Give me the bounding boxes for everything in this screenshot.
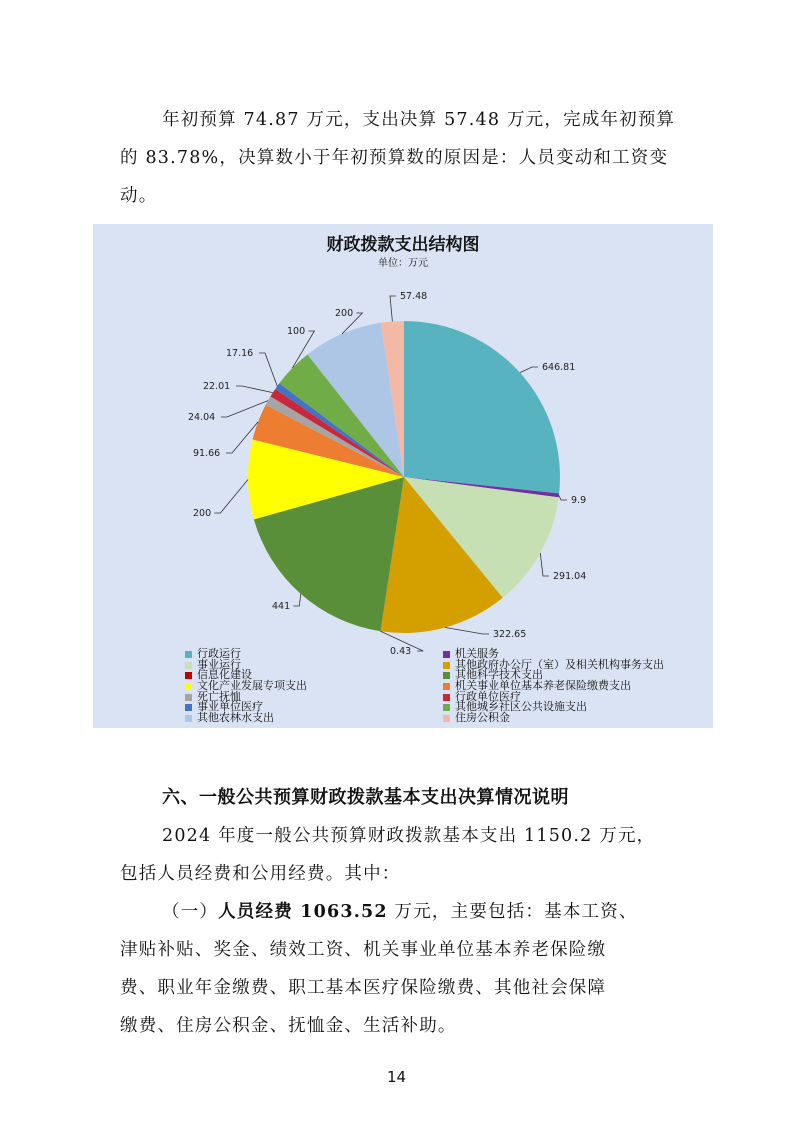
para2-line-4: 缴费、住房公积金、抚恤金、生活补助。	[120, 1016, 457, 1036]
legend-swatch	[185, 704, 192, 711]
para2-line-2: 津贴补贴、奖金、绩效工资、机关事业单位基本养老保险缴	[120, 940, 607, 960]
data-label: 17.16	[226, 348, 254, 359]
data-label: 22.01	[203, 381, 231, 392]
data-label: 646.81	[542, 362, 576, 373]
legend-label: 事业单位医疗	[197, 700, 263, 714]
para1-line-1: 2024 年度一般公共预算财政拨款基本支出 1150.2 万元，	[162, 826, 656, 846]
legend-label: 文化产业发展专项支出	[197, 679, 307, 693]
legend-swatch	[443, 694, 450, 701]
legend-swatch	[443, 672, 450, 679]
section-heading: 六、一般公共预算财政拨款基本支出决算情况说明	[162, 787, 569, 808]
para2-line-1	[162, 898, 638, 923]
data-label: 200	[335, 308, 354, 319]
legend-swatch	[185, 715, 192, 722]
personnel-cost-bold: 人员经费 1063.52	[218, 902, 388, 922]
legend-label: 机关事业单位基本养老保险缴费支出	[455, 679, 631, 693]
pie-slice	[404, 321, 560, 493]
data-label: 9.9	[571, 495, 587, 506]
legend-swatch	[185, 662, 192, 669]
data-label: 24.04	[188, 412, 216, 423]
leader-line	[520, 367, 538, 373]
legend-swatch	[443, 662, 450, 669]
para1-line-2: 包括人员经费和公用经费。其中：	[120, 864, 401, 884]
leader-line	[236, 386, 273, 393]
leader-line	[559, 495, 567, 500]
legend-swatch	[443, 704, 450, 711]
legend-item	[443, 713, 664, 724]
legend-swatch	[185, 694, 192, 701]
legend-label: 行政单位医疗	[455, 689, 521, 703]
legend-label: 住房公积金	[455, 711, 510, 725]
pie-chart	[93, 224, 713, 728]
intro-line-2: 的 83.78%，决算数小于年初预算数的原因是：人员变动和工资变	[120, 148, 669, 168]
para2-line-3: 费、职业年金缴费、职工基本医疗保险缴费、其他社会保障	[120, 978, 607, 998]
data-label: 0.43	[390, 646, 412, 657]
intro-line-3: 动。	[120, 186, 158, 206]
legend-swatch	[185, 651, 192, 658]
para2-rest: 万元，主要包括：基本工资、	[387, 902, 638, 922]
legend-label: 其他科学技术支出	[455, 668, 543, 682]
legend-label: 事业运行	[197, 657, 241, 671]
legend-label: 其他城乡社区公共设施支出	[455, 700, 587, 714]
data-label: 441	[272, 601, 291, 612]
legend-swatch	[443, 651, 450, 658]
data-label: 57.48	[400, 291, 428, 302]
data-label: 291.04	[553, 571, 587, 582]
leader-line	[214, 480, 248, 513]
leader-line	[445, 627, 489, 634]
legend-label: 其他农林水支出	[197, 711, 274, 725]
data-label: 91.66	[193, 448, 221, 459]
data-label: 322.65	[493, 629, 527, 640]
page-number: 14	[386, 1068, 407, 1086]
leader-line	[293, 594, 300, 606]
intro-line-1: 年初预算 74.87 万元，支出决算 57.48 万元，完成年初预算	[162, 110, 676, 130]
legend-label: 死亡抚恤	[197, 689, 241, 703]
leader-line	[390, 296, 396, 321]
leader-line	[540, 553, 549, 576]
legend-label: 信息化建设	[197, 668, 252, 682]
leader-line	[221, 401, 268, 417]
legend-label: 机关服务	[455, 647, 499, 660]
legend-label: 行政运行	[197, 647, 241, 660]
legend-left	[185, 649, 307, 724]
leader-line	[259, 353, 277, 386]
legend-item	[185, 713, 307, 724]
data-label: 100	[287, 326, 306, 337]
para2-prefix: （一）	[162, 902, 219, 922]
legend-swatch	[443, 715, 450, 722]
legend-swatch	[185, 683, 192, 690]
legend-label: 其他政府办公厅（室）及相关机构事务支出	[455, 657, 664, 671]
data-label: 200	[193, 508, 212, 519]
chart-title: 财政拨款支出结构图	[326, 235, 480, 255]
legend-right	[443, 649, 664, 724]
chart-subtitle: 单位：万元	[378, 258, 428, 269]
legend-swatch	[443, 683, 450, 690]
legend-swatch	[185, 672, 192, 679]
